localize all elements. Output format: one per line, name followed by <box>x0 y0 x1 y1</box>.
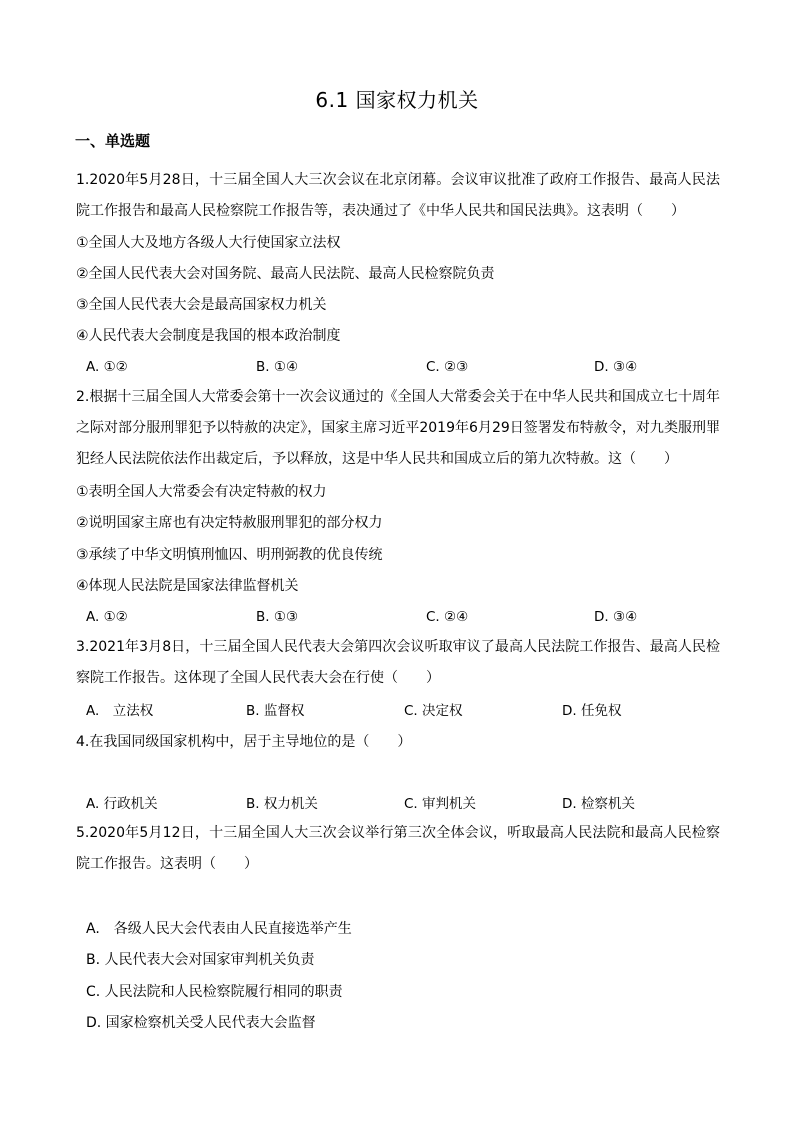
question-4-option-a[interactable]: A. 行政机关 <box>86 796 158 812</box>
question-2-stem: 2.根据十三届全国人大常委会第十一次会议通过的《全国人大常委会关于在中华人民共和国成立七十周年之际对部分服刑罪犯予以特赦的决定》，国家主席习近平2019年6月29日签署发布特赦令，对九类服刑罪犯经人民法院依法作出裁定后，予以释放，这是中华人民共和国成立后的第九次特赦。这（ ） <box>76 389 720 467</box>
question-2-options <box>86 607 726 627</box>
question-1-options <box>86 357 726 377</box>
question-2-statement-3: ③承续了中华文明慎刑恤囚、明刑弼教的优良传统 <box>76 547 383 563</box>
question-3-option-d[interactable]: D. 任免权 <box>562 703 622 719</box>
question-3-option-b[interactable]: B. 监督权 <box>246 703 305 719</box>
question-1-statement-2: ②全国人民代表大会对国务院、最高人民法院、最高人民检察院负责 <box>76 266 495 282</box>
question-1-statement-4: ④人民代表大会制度是我国的根本政治制度 <box>76 328 341 344</box>
page-title: 6.1 国家权力机关 <box>315 88 479 112</box>
question-4-options <box>86 794 726 814</box>
question-5-stem: 5.2020年5月12日，十三届全国人大三次会议举行第三次全体会议，听取最高人民法院和最高人民检察院工作报告。这表明（ ） <box>76 825 720 872</box>
section-heading: 一、单选题 <box>75 132 151 150</box>
question-1-stem: 1.2020年5月28日，十三届全国人大三次会议在北京闭幕。会议审议批准了政府工作报告、最高人民法院工作报告和最高人民检察院工作报告等，表决通过了《中华人民共和国民法典》。这表明（ ） <box>76 172 720 219</box>
question-2-option-d[interactable]: D. ③④ <box>594 609 638 625</box>
question-2-option-b[interactable]: B. ①③ <box>256 609 299 625</box>
question-5-option-c[interactable]: C. 人民法院和人民检察院履行相同的职责 <box>86 984 343 1000</box>
question-2-statement-4: ④体现人民法院是国家法律监督机关 <box>76 578 299 594</box>
question-1-option-c[interactable]: C. ②③ <box>426 359 469 375</box>
question-3-stem: 3.2021年3月8日，十三届全国人民代表大会第四次会议听取审议了最高人民法院工作报告、最高人民检察院工作报告。这体现了全国人民代表大会在行使（ ） <box>76 639 720 686</box>
question-3-option-c[interactable]: C. 决定权 <box>404 703 463 719</box>
question-3-option-a[interactable]: A. 立法权 <box>86 703 154 719</box>
question-2-option-a[interactable]: A. ①② <box>86 609 128 625</box>
question-1-statement-1: ①全国人大及地方各级人大行使国家立法权 <box>76 235 341 251</box>
question-4-option-d[interactable]: D. 检察机关 <box>562 796 635 812</box>
question-1-option-d[interactable]: D. ③④ <box>594 359 638 375</box>
question-4-option-b[interactable]: B. 权力机关 <box>246 796 318 812</box>
question-2-statement-1: ①表明全国人大常委会有决定特赦的权力 <box>76 484 327 500</box>
question-5-option-b[interactable]: B. 人民代表大会对国家审判机关负责 <box>86 952 315 968</box>
question-4-stem: 4.在我国同级国家机构中，居于主导地位的是（ ） <box>76 734 412 750</box>
question-4-option-c[interactable]: C. 审判机关 <box>404 796 477 812</box>
question-1-statement-3: ③全国人民代表大会是最高国家权力机关 <box>76 297 327 313</box>
question-5-option-d[interactable]: D. 国家检察机关受人民代表大会监督 <box>86 1015 316 1031</box>
question-2-statement-2: ②说明国家主席也有决定特赦服刑罪犯的部分权力 <box>76 515 383 531</box>
question-5-option-a[interactable]: A. 各级人民大会代表由人民直接选举产生 <box>86 921 352 937</box>
question-1-option-a[interactable]: A. ①② <box>86 359 128 375</box>
question-3-options <box>86 701 726 721</box>
question-2-option-c[interactable]: C. ②④ <box>426 609 469 625</box>
question-1-option-b[interactable]: B. ①④ <box>256 359 299 375</box>
